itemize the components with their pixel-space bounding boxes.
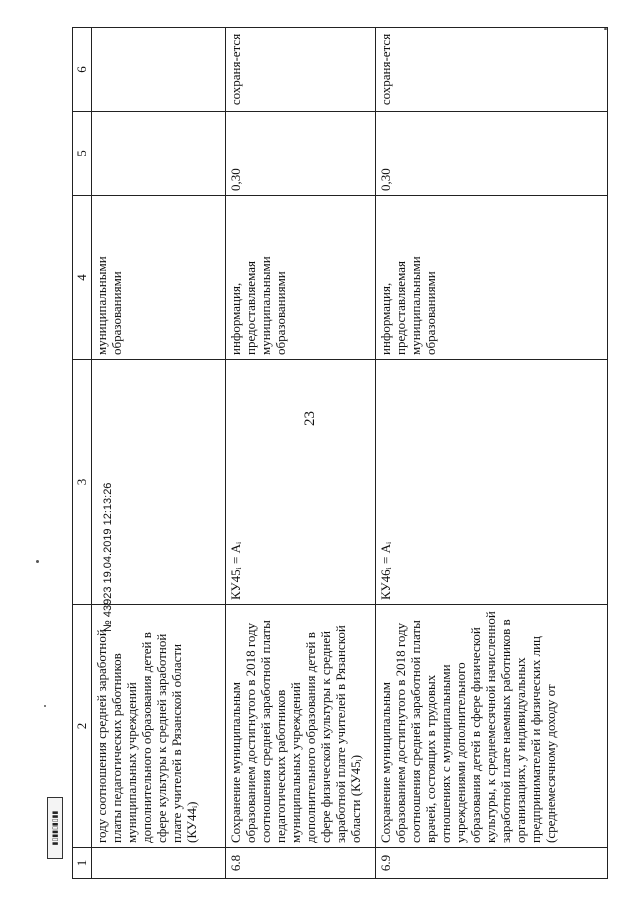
column-header-4: 4 xyxy=(73,196,92,360)
row-formula: КУ45ᵢ = Аᵢ xyxy=(226,360,376,605)
row-weight: 0,30 xyxy=(376,112,608,196)
row-weight xyxy=(92,112,226,196)
page-number: 23 xyxy=(302,411,318,426)
criteria-table xyxy=(72,27,608,879)
row-source: информация, предоставляемая муниципальными образованиями xyxy=(226,196,376,360)
row-source: информация, предоставляемая муниципальными образованиями xyxy=(376,196,608,360)
row-status: сохраня-ется xyxy=(376,28,608,112)
table-row xyxy=(92,28,226,879)
registry-stamp-icon: ▮▯▮▮▯▮▯▮▮ xyxy=(47,797,63,859)
column-header-5: 5 xyxy=(73,112,92,196)
rotated-table-wrapper xyxy=(72,33,620,879)
table-rotation-frame xyxy=(72,33,620,879)
row-number: 6.8 xyxy=(226,848,376,879)
document-footer-id: № 43923 19.04.2019 12:13:26 xyxy=(102,482,114,632)
column-header-3: 3 xyxy=(73,360,92,605)
row-status xyxy=(92,28,226,112)
column-header-6: 6 xyxy=(73,28,92,112)
row-formula: КУ46ᵢ = Аᵢ xyxy=(376,360,608,605)
table-row xyxy=(226,28,376,879)
table-row xyxy=(376,28,608,879)
row-description: Сохранение муниципальным образованием достигнутого в 2018 году соотношения средней заработной платы педагогических работников муниципальных учреждений дополнительного образования детей в сфере физической культуры к средней заработной плате учителей в Рязанской области (КУ45ᵢ) xyxy=(226,605,376,848)
row-description: Сохранение муниципальным образованием достигнутого в 2018 году соотношения средней заработной платы врачей, состоящих в трудовых отношениях с муниципальными учреждениями дополнительного образования детей в сфере физической культуры, к среднемесячной начисленной заработной плате наемных работников в организациях, у индивидуальных предпринимателей и физических лиц (среднемесячному доходу от xyxy=(376,605,608,848)
row-number: 6.9 xyxy=(376,848,608,879)
row-status: сохраня-ется xyxy=(226,28,376,112)
column-header-2: 2 xyxy=(73,605,92,848)
scan-speck xyxy=(36,560,39,563)
row-source: муниципальными образованиями xyxy=(92,196,226,360)
row-description: году соотношения средней заработной платы педагогических работников муниципальных учреждений дополнительного образования детей в сфере культуры к средней заработной плате учителей в Рязанской области (КУ44ᵢ) xyxy=(92,605,226,848)
scan-speck xyxy=(604,28,607,30)
row-number xyxy=(92,848,226,879)
row-weight: 0,30 xyxy=(226,112,376,196)
scan-speck xyxy=(44,705,46,707)
table-header-row xyxy=(73,28,92,879)
column-header-1: 1 xyxy=(73,848,92,879)
